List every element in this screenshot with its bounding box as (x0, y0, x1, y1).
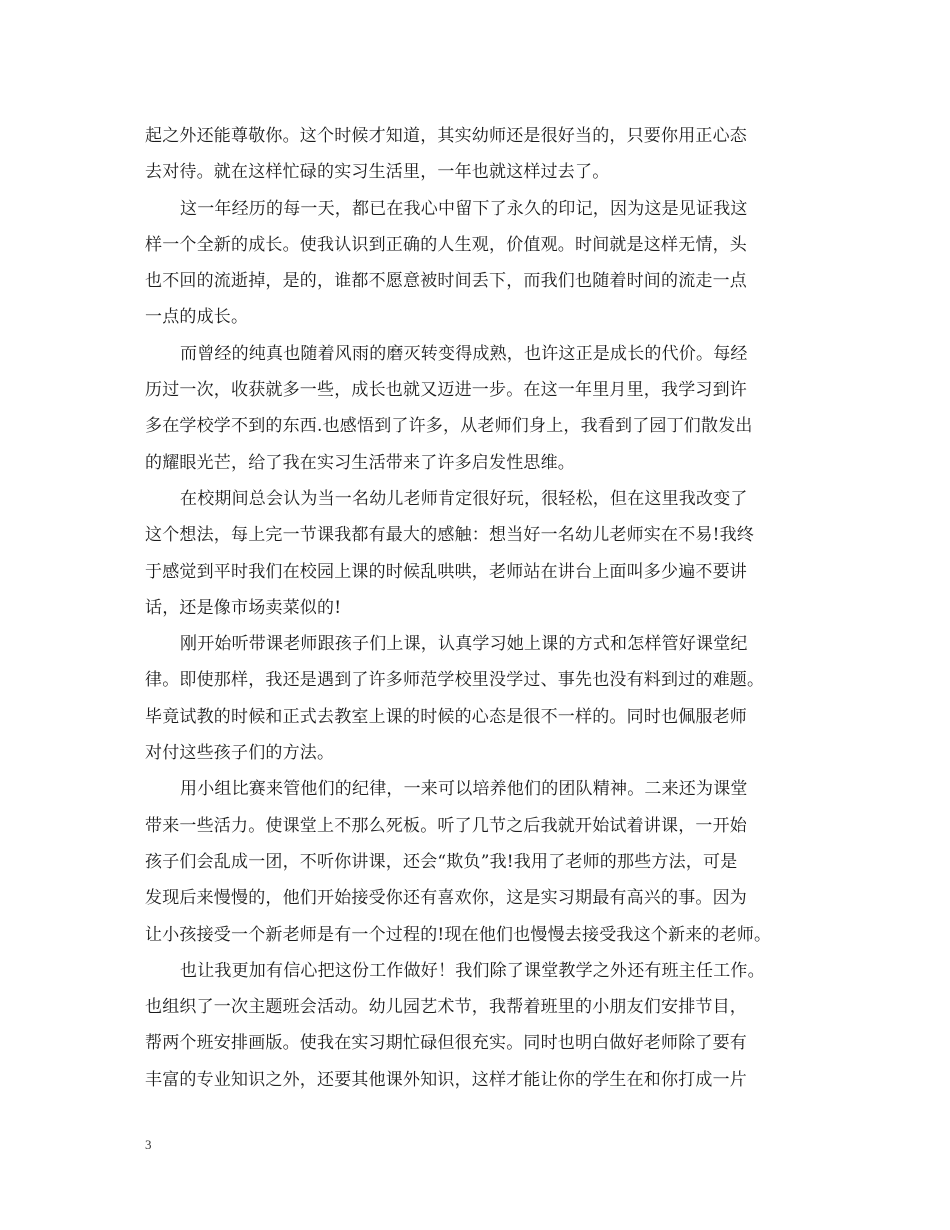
text-line: 对付这些孩子们的方法。 (145, 743, 335, 764)
text-line: 带来一些活力。使课堂上不那么死板。听了几节之后我就开始试着讲课，一开始 (145, 815, 747, 836)
text-line: 帮两个班安排画版。使我在实习期忙碌但很充实。同时也明白做好老师除了要有 (145, 1033, 747, 1054)
text-line: 发现后来慢慢的，他们开始接受你还有喜欢你，这是实习期最有高兴的事。因为 (145, 888, 747, 909)
text-line: 也组织了一次主题班会活动。幼儿园艺术节，我帮着班里的小朋友们安排节目， (145, 997, 747, 1018)
text-line: 律。即使那样，我还是遇到了许多师范学校里没学过、事先也没有料到过的难题。 (145, 670, 765, 691)
text-line: 起之外还能尊敬你。这个时候才知道，其实幼师还是很好当的，只要你用正心态 (145, 126, 747, 146)
text-line: 去对待。就在这样忙碌的实习生活里，一年也就这样过去了。 (145, 162, 610, 183)
text-line: 也让我更加有信心把这份工作做好！我们除了课堂教学之外还有班主任工作。 (180, 960, 765, 981)
text-line: 也不回的流逝掉，是的，谁都不愿意被时间丢下，而我们也随着时间的流走一点 (145, 271, 747, 292)
text-line: 让小孩接受一个新老师是有一个过程的!现在他们也慢慢去接受我这个新来的老师。 (145, 924, 772, 945)
body-text (145, 118, 815, 1098)
text-line: 一点的成长。 (145, 307, 249, 328)
text-line: 刚开始听带课老师跟孩子们上课，认真学习她上课的方式和怎样管好课堂纪 (180, 634, 748, 655)
text-line: 在校期间总会认为当一名幼儿老师肯定很好玩，很轻松，但在这里我改变了 (180, 488, 748, 509)
page-number: 3 (145, 1137, 152, 1152)
text-line: 话，还是像市场卖菜似的! (145, 597, 342, 618)
text-line: 样一个全新的成长。使我认识到正确的人生观，价值观。时间就是这样无情，头 (145, 234, 747, 255)
text-line: 毕竟试教的时候和正式去教室上课的时候的心态是很不一样的。同时也佩服老师 (145, 706, 747, 727)
text-line: 而曾经的纯真也随着风雨的磨灭转变得成熟，也许这正是成长的代价。每经 (180, 343, 748, 364)
text-line: 于感觉到平时我们在校园上课的时候乱哄哄，老师站在讲台上面叫多少遍不要讲 (145, 561, 747, 582)
text-line: 的耀眼光芒，给了我在实习生活带来了许多启发性思维。 (145, 452, 575, 473)
text-line: 历过一次，收获就多一些，成长也就又迈进一步。在这一年里月里，我学习到许 (145, 380, 747, 401)
text-line: 用小组比赛来管他们的纪律，一来可以培养他们的团队精神。二来还为课堂 (180, 779, 748, 800)
text-line: 丰富的专业知识之外，还要其他课外知识，这样才能让你的学生在和你打成一片 (145, 1069, 747, 1090)
text-line: 多在学校学不到的东西.也感悟到了许多，从老师们身上，我看到了园丁们散发出 (145, 416, 753, 437)
text-line: 孩子们会乱成一团，不听你讲课，还会“欺负”我!我用了老师的那些方法，可是 (145, 851, 738, 872)
text-line: 这一年经历的每一天，都已在我心中留下了永久的印记，因为这是见证我这 (180, 198, 748, 219)
text-line: 这个想法，每上完一节课我都有最大的感触：想当好一名幼儿老师实在不易!我终 (145, 525, 755, 546)
